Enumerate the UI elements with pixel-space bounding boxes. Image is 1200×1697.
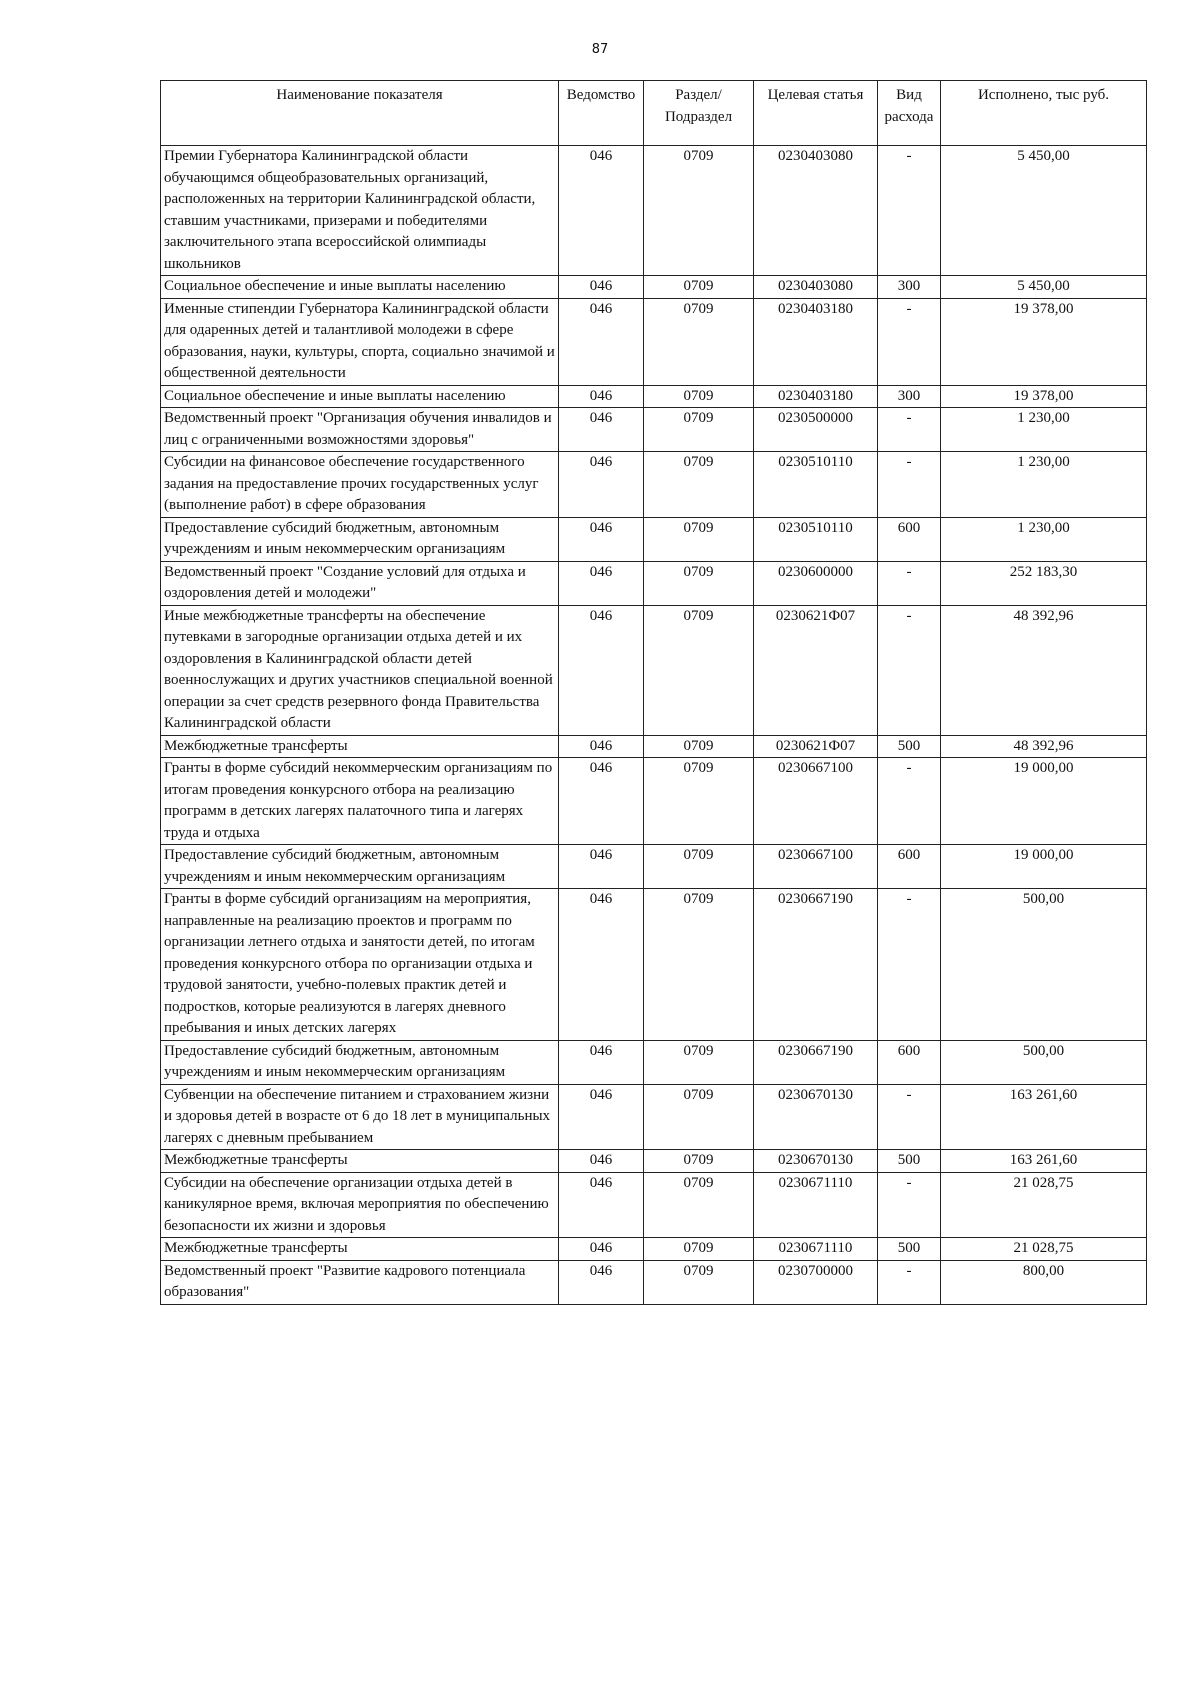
row-expense-type: - — [878, 561, 941, 605]
row-amount: 252 183,30 — [941, 561, 1147, 605]
row-department: 046 — [559, 517, 644, 561]
row-section: 0709 — [644, 146, 754, 276]
row-name: Межбюджетные трансферты — [161, 735, 559, 758]
row-department: 046 — [559, 1084, 644, 1150]
table-row — [161, 1238, 1147, 1261]
table-row — [161, 1084, 1147, 1150]
row-section: 0709 — [644, 889, 754, 1041]
row-section: 0709 — [644, 1172, 754, 1238]
row-department: 046 — [559, 1150, 644, 1173]
row-target: 0230403180 — [754, 298, 878, 385]
row-amount: 163 261,60 — [941, 1084, 1147, 1150]
table-row — [161, 758, 1147, 845]
row-name: Предоставление субсидий бюджетным, автономным учреждениям и иным некоммерческим организациям — [161, 1040, 559, 1084]
table-row — [161, 298, 1147, 385]
row-department: 046 — [559, 452, 644, 518]
row-name: Предоставление субсидий бюджетным, автономным учреждениям и иным некоммерческим организациям — [161, 517, 559, 561]
row-department: 046 — [559, 735, 644, 758]
row-department: 046 — [559, 385, 644, 408]
row-expense-type: - — [878, 408, 941, 452]
header-expense-type: Вид расхода — [878, 81, 941, 146]
table-row — [161, 561, 1147, 605]
row-amount: 19 000,00 — [941, 845, 1147, 889]
table-row — [161, 1150, 1147, 1173]
row-department: 046 — [559, 298, 644, 385]
row-section: 0709 — [644, 276, 754, 299]
row-name: Иные межбюджетные трансферты на обеспечение путевками в загородные организации отдыха детей и их оздоровления в Калининградской области детей военнослужащих и других участников специальной военной операции за счет средств резервного фонда Правительства Калининградской области — [161, 605, 559, 735]
table-row — [161, 605, 1147, 735]
row-name: Ведомственный проект "Создание условий для отдыха и оздоровления детей и молодежи" — [161, 561, 559, 605]
row-target: 0230600000 — [754, 561, 878, 605]
row-target: 0230403080 — [754, 146, 878, 276]
header-target: Целевая статья — [754, 81, 878, 146]
row-department: 046 — [559, 408, 644, 452]
row-department: 046 — [559, 1260, 644, 1304]
row-name: Гранты в форме субсидий организациям на мероприятия, направленные на реализацию проектов и программ по организации летнего отдыха и занятости детей, по итогам проведения конкурсного отбора по организации отдыха и трудовой занятости, учебно-полевых практик детей и подростков, которые реализуются в лагерях дневного пребывания и иных детских лагерях — [161, 889, 559, 1041]
row-expense-type: 500 — [878, 735, 941, 758]
row-amount: 1 230,00 — [941, 517, 1147, 561]
row-target: 0230700000 — [754, 1260, 878, 1304]
row-section: 0709 — [644, 845, 754, 889]
row-name: Ведомственный проект "Развитие кадрового потенциала образования" — [161, 1260, 559, 1304]
row-section: 0709 — [644, 298, 754, 385]
row-amount: 21 028,75 — [941, 1238, 1147, 1261]
table-row — [161, 276, 1147, 299]
header-amount: Исполнено, тыс руб. — [941, 81, 1147, 146]
row-section: 0709 — [644, 1150, 754, 1173]
row-expense-type: 600 — [878, 845, 941, 889]
table-row — [161, 452, 1147, 518]
row-target: 0230667190 — [754, 889, 878, 1041]
row-amount: 5 450,00 — [941, 276, 1147, 299]
row-expense-type: 600 — [878, 517, 941, 561]
row-section: 0709 — [644, 1040, 754, 1084]
row-target: 0230403080 — [754, 276, 878, 299]
row-section: 0709 — [644, 1260, 754, 1304]
row-target: 0230667100 — [754, 758, 878, 845]
row-department: 046 — [559, 1040, 644, 1084]
row-department: 046 — [559, 889, 644, 1041]
table-row — [161, 735, 1147, 758]
row-name: Субвенции на обеспечение питанием и страхованием жизни и здоровья детей в возрасте от 6 до 18 лет в муниципальных лагерях с дневным пребыванием — [161, 1084, 559, 1150]
row-department: 046 — [559, 561, 644, 605]
table-header-row — [161, 81, 1147, 146]
row-name: Субсидии на финансовое обеспечение государственного задания на предоставление прочих государственных услуг (выполнение работ) в сфере образования — [161, 452, 559, 518]
row-amount: 500,00 — [941, 1040, 1147, 1084]
row-amount: 21 028,75 — [941, 1172, 1147, 1238]
budget-table — [160, 80, 1147, 1305]
row-amount: 48 392,96 — [941, 735, 1147, 758]
row-name: Межбюджетные трансферты — [161, 1238, 559, 1261]
row-section: 0709 — [644, 605, 754, 735]
row-name: Предоставление субсидий бюджетным, автономным учреждениям и иным некоммерческим организациям — [161, 845, 559, 889]
row-expense-type: 300 — [878, 385, 941, 408]
table-row — [161, 845, 1147, 889]
table-row — [161, 385, 1147, 408]
row-amount: 19 378,00 — [941, 298, 1147, 385]
row-name: Субсидии на обеспечение организации отдыха детей в каникулярное время, включая мероприятия по обеспечению безопасности их жизни и здоровья — [161, 1172, 559, 1238]
row-amount: 19 000,00 — [941, 758, 1147, 845]
row-department: 046 — [559, 605, 644, 735]
table-row — [161, 517, 1147, 561]
row-amount: 5 450,00 — [941, 146, 1147, 276]
row-section: 0709 — [644, 1238, 754, 1261]
row-target: 0230621Ф07 — [754, 735, 878, 758]
row-expense-type: - — [878, 1084, 941, 1150]
row-department: 046 — [559, 758, 644, 845]
row-target: 0230510110 — [754, 452, 878, 518]
row-department: 046 — [559, 845, 644, 889]
row-target: 0230667190 — [754, 1040, 878, 1084]
row-department: 046 — [559, 1238, 644, 1261]
row-amount: 48 392,96 — [941, 605, 1147, 735]
table-row — [161, 1172, 1147, 1238]
row-amount: 1 230,00 — [941, 408, 1147, 452]
row-amount: 800,00 — [941, 1260, 1147, 1304]
row-name: Премии Губернатора Калининградской области обучающимся общеобразовательных организаций, расположенных на территории Калининградской области, ставшим участниками, призерами и победителями заключительного этапа всероссийской олимпиады школьников — [161, 146, 559, 276]
row-expense-type: - — [878, 452, 941, 518]
row-target: 0230671110 — [754, 1172, 878, 1238]
row-target: 0230510110 — [754, 517, 878, 561]
row-expense-type: - — [878, 1260, 941, 1304]
row-target: 0230403180 — [754, 385, 878, 408]
row-target: 0230500000 — [754, 408, 878, 452]
table-row — [161, 1040, 1147, 1084]
row-name: Социальное обеспечение и иные выплаты населению — [161, 385, 559, 408]
page-number: 87 — [591, 42, 609, 57]
row-expense-type: - — [878, 298, 941, 385]
row-target: 0230667100 — [754, 845, 878, 889]
row-name: Именные стипендии Губернатора Калининградской области для одаренных детей и талантливой молодежи в сфере образования, науки, культуры, спорта, социально значимой и общественной деятельности — [161, 298, 559, 385]
row-expense-type: 500 — [878, 1238, 941, 1261]
row-section: 0709 — [644, 735, 754, 758]
row-expense-type: 500 — [878, 1150, 941, 1173]
row-name: Гранты в форме субсидий некоммерческим организациям по итогам проведения конкурсного отбора на реализацию программ в детских лагерях палаточного типа и лагерях труда и отдыха — [161, 758, 559, 845]
row-target: 0230671110 — [754, 1238, 878, 1261]
row-section: 0709 — [644, 385, 754, 408]
table-row — [161, 889, 1147, 1041]
row-amount: 163 261,60 — [941, 1150, 1147, 1173]
row-department: 046 — [559, 276, 644, 299]
header-section: Раздел/ Подраздел — [644, 81, 754, 146]
row-name: Ведомственный проект "Организация обучения инвалидов и лиц с ограниченными возможностями здоровья" — [161, 408, 559, 452]
table-row — [161, 408, 1147, 452]
row-section: 0709 — [644, 408, 754, 452]
row-expense-type: - — [878, 758, 941, 845]
row-department: 046 — [559, 146, 644, 276]
row-name: Межбюджетные трансферты — [161, 1150, 559, 1173]
header-department: Ведомство — [559, 81, 644, 146]
row-expense-type: - — [878, 1172, 941, 1238]
row-section: 0709 — [644, 758, 754, 845]
row-expense-type: - — [878, 605, 941, 735]
row-expense-type: 300 — [878, 276, 941, 299]
row-name: Социальное обеспечение и иные выплаты населению — [161, 276, 559, 299]
row-section: 0709 — [644, 1084, 754, 1150]
row-expense-type: - — [878, 889, 941, 1041]
table-row — [161, 146, 1147, 276]
row-amount: 500,00 — [941, 889, 1147, 1041]
table-row — [161, 1260, 1147, 1304]
header-name: Наименование показателя — [161, 81, 559, 146]
row-section: 0709 — [644, 517, 754, 561]
row-amount: 1 230,00 — [941, 452, 1147, 518]
row-section: 0709 — [644, 452, 754, 518]
row-target: 0230670130 — [754, 1150, 878, 1173]
row-expense-type: - — [878, 146, 941, 276]
row-amount: 19 378,00 — [941, 385, 1147, 408]
row-department: 046 — [559, 1172, 644, 1238]
row-target: 0230621Ф07 — [754, 605, 878, 735]
row-expense-type: 600 — [878, 1040, 941, 1084]
row-section: 0709 — [644, 561, 754, 605]
row-target: 0230670130 — [754, 1084, 878, 1150]
